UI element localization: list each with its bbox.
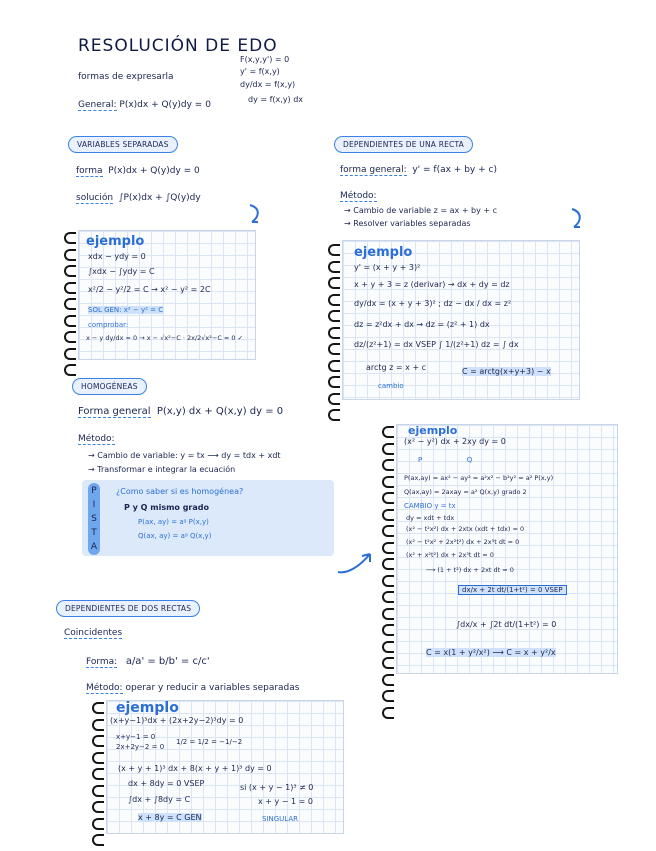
dr-forma: [86, 656, 210, 667]
ur-metodo-item: → Cambio de variable z = ax + by + c: [344, 206, 498, 215]
dr-metodo-text: operar y reducir a variables separadas: [125, 683, 300, 693]
ur-metodo-item: → Resolver variables separadas: [344, 219, 471, 228]
hom-metodo-item: → Transformar e integrar la ecuación: [88, 465, 236, 474]
dr-result: x + 8y = C GEN: [138, 813, 202, 822]
ejemplo-line: x+y−1 = 0: [116, 733, 156, 741]
hom-forma-label: Forma general: [78, 406, 151, 417]
general-label-text: General:: [78, 100, 117, 110]
dr-forma-label: Forma:: [86, 657, 118, 667]
ejemplo-title: ejemplo: [116, 700, 179, 716]
general-equation: P(x)dx + Q(y)dy = 0: [119, 100, 211, 110]
hom-metodo-item: → Cambio de variable: y = tx ⟶ dy = tdx + xdt: [88, 451, 281, 460]
ejemplo-line: [138, 813, 202, 822]
ejemplo-line: xdx − ydy = 0: [88, 252, 146, 261]
vs-forma-label: forma: [76, 166, 103, 176]
vs-solucion-eq: ∫P(x)dx + ∫Q(y)dy: [118, 193, 201, 203]
ejemplo-title: ejemplo: [86, 234, 145, 249]
forma-item: dy = f(x,y) dx: [248, 95, 304, 104]
vs-solucion: [76, 193, 201, 203]
forma-item: y' = f(x,y): [240, 67, 280, 76]
ejemplo-title: ejemplo: [354, 245, 413, 260]
ejemplo-line: comprobar:: [88, 321, 129, 329]
section-header-una-recta: DEPENDIENTES DE UNA RECTA: [334, 136, 473, 153]
ejemplo-line: [88, 306, 163, 314]
pista-letter: P: [91, 486, 97, 496]
hom-metodo-label-text: Método:: [78, 434, 115, 444]
dr-metodo: [86, 683, 299, 693]
vsep-box: dx/x + 2t dt/(1+t²) = 0 VSEP: [458, 585, 567, 595]
notebook-rings: [92, 702, 106, 851]
dr-coincidentes: [64, 628, 122, 638]
ejemplo-line: dz = z²dx + dx → dz = (z² + 1) dx: [354, 320, 490, 329]
ejemplo-line: (x² + x²t²) dx + 2x³t dt = 0: [406, 551, 494, 559]
ejemplo-line: Q(ax,ay) = 2axay = a² Q(x,y) grado 2: [404, 488, 527, 496]
hom-result: C = x(1 + y²/x²) ⟶ C = x + y²/x: [426, 648, 556, 657]
ejemplo-line: 1/2 = 1/2 = −1/−2: [176, 738, 243, 746]
ejemplo-line: cambio: [378, 382, 404, 390]
formas-label: formas de expresarla: [78, 72, 174, 82]
section-header-variables-separadas: VARIABLES SEPARADAS: [68, 136, 178, 153]
page-title: RESOLUCIÓN DE EDO: [78, 36, 278, 56]
hom-metodo-label: [78, 434, 115, 444]
ejemplo-line: [458, 586, 567, 594]
ejemplo-line: [426, 648, 556, 657]
dr-forma-eq: a/a' = b/b' = c/c': [125, 656, 210, 667]
forma-item: F(x,y,y') = 0: [240, 55, 290, 64]
ejemplo-line: dx + 8dy = 0 VSEP: [128, 779, 205, 788]
ejemplo-line: 2x+2y−2 = 0: [116, 743, 165, 751]
pista-line: P y Q mismo grado: [124, 503, 209, 512]
ejemplo-line: x + y − 1 = 0: [258, 797, 314, 806]
ejemplo-line: x − y dy/dx = 0 → x − √x²−C · 2x/2√x²−C = 0 ✓: [86, 334, 244, 342]
section-header-homogeneas: HOMOGÉNEAS: [72, 378, 147, 395]
ejemplo-title: ejemplo: [408, 424, 458, 437]
vs-forma: [76, 166, 200, 176]
ejemplo-line: (x² − t²x²) dx + 2xtx (xdt + tdx) = 0: [406, 525, 525, 533]
ur-forma-eq: y' = f(ax + by + c): [412, 165, 497, 175]
notebook-rings: [64, 232, 78, 381]
ur-forma: [340, 165, 497, 175]
ejemplo-line: ∫dx + ∫8dy = C: [128, 795, 191, 804]
ejemplo-line: dy/dx = (x + y + 3)² ; dz − dx / dx = z²: [354, 299, 512, 308]
ur-metodo-label: [340, 191, 377, 201]
ejemplo-line: (x² − y²) dx + 2xy dy = 0: [404, 437, 506, 446]
hom-forma: [78, 406, 283, 417]
sol-gen: SOL GEN: x² − y² = C: [88, 306, 164, 314]
section-header-dos-rectas: DEPENDIENTES DE DOS RECTAS: [56, 600, 200, 617]
ejemplo-line: (x+y−1)³dx + (2x+2y−2)³dy = 0: [110, 716, 244, 725]
ur-forma-label: forma general:: [340, 165, 407, 175]
arrow-icon: [568, 206, 586, 232]
ejemplo-line: y' = (x + y + 3)²: [354, 263, 421, 272]
ejemplo-line: ⟶ (1 + t²) dx + 2xt dt = 0: [426, 566, 514, 574]
ejemplo-line: CAMBIO y = tx: [404, 502, 456, 510]
hom-forma-eq: P(x,y) dx + Q(x,y) dy = 0: [156, 406, 284, 417]
forma-item: dy/dx = f(x,y): [240, 80, 296, 89]
ejemplo-line: P(ax,ay) = ax² − ay² = a²x² − b²y² = a² P(x,y): [404, 474, 554, 482]
pista-line: P(ax, ay) = aᵍ P(x,y): [138, 518, 209, 526]
ur-metodo-label-text: Método:: [340, 191, 377, 201]
pista-letter: S: [91, 514, 97, 524]
ejemplo-line: ∫xdx − ∫ydy = C: [88, 267, 155, 276]
ejemplo-line: (x + y + 1)³ dx + 8(x + y + 1)³ dy = 0: [118, 764, 272, 773]
arrow-icon: [334, 548, 376, 578]
vs-forma-eq: P(x)dx + Q(y)dy = 0: [108, 166, 200, 176]
ejemplo-line: dy = xdt + tdx: [406, 514, 455, 522]
dr-coincidentes-label: Coincidentes: [64, 628, 123, 638]
ejemplo-line: dz/(z²+1) = dx VSEP ∫ 1/(z²+1) dz = ∫ dx: [354, 340, 519, 349]
ejemplo-line: [462, 367, 551, 376]
ejemplo-line: x²/2 − y²/2 = C → x² − y² = 2C: [88, 285, 211, 294]
pista-letter: T: [91, 528, 97, 538]
pista-question: ¿Como saber si es homogénea?: [116, 487, 244, 496]
arrow-icon: [246, 202, 264, 226]
ejemplo-line: P Q: [418, 456, 473, 464]
notebook-rings: [382, 426, 396, 723]
pista-letter: A: [90, 542, 98, 552]
ejemplo-line: ∫dx/x + ∫2t dt/(1+t²) = 0: [456, 620, 557, 629]
ejemplo-line: (x² − t²x² + 2x²t²) dx + 2x³t dt = 0: [406, 538, 520, 546]
pista-letter: I: [92, 500, 96, 510]
general-label: [78, 100, 211, 110]
ejemplo-line: x + y + 3 = z (derivar) → dx + dy = dz: [354, 280, 510, 289]
ur-result: C = arctg(x+y+3) − x: [462, 367, 551, 376]
vs-solucion-label: solución: [76, 193, 114, 203]
ejemplo-line: si (x + y − 1)³ ≠ 0: [240, 783, 314, 792]
notebook-rings: [328, 244, 342, 426]
pista-line: Q(ax, ay) = aᵍ Q(x,y): [138, 532, 212, 540]
dr-metodo-label: Método:: [86, 683, 123, 693]
ejemplo-line: arctg z = x + c: [366, 363, 427, 372]
ejemplo-line: SINGULAR: [262, 815, 299, 823]
